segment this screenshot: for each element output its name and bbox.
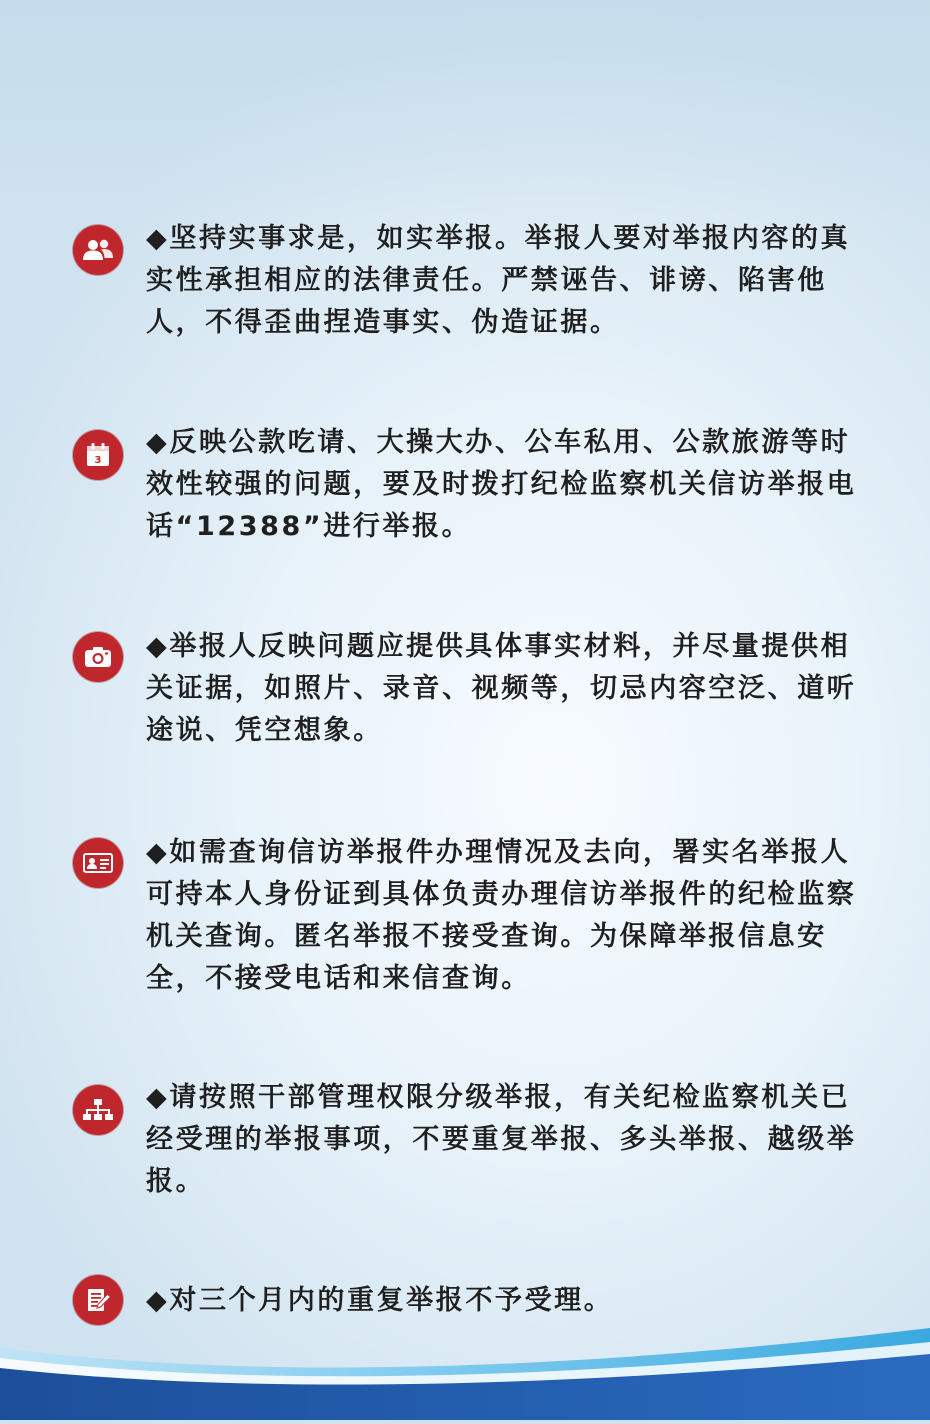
rule-text-6: ◆对三个月内的重复举报不予受理。 xyxy=(146,1285,614,1316)
rule-text-3: ◆举报人反映问题应提供具体事实材料，并尽量提供相关证据，如照片、录音、视频等，切忌内容空泛、道听途说、凭空想象。 xyxy=(146,631,857,746)
calendar-icon xyxy=(73,430,123,480)
people-icon xyxy=(73,225,123,275)
hierarchy-icon xyxy=(73,1085,123,1135)
rule-text-5: ◆请按照干部管理权限分级举报，有关纪检监察机关已经受理的举报事项，不要重复举报、多头举报、越级举报。 xyxy=(146,1082,857,1197)
id-card-icon xyxy=(73,838,123,888)
rule-text-4: ◆如需查询信访举报件办理情况及去向，署实名举报人可持本人身份证到具体负责办理信访举报件的纪检监察机关查询。匿名举报不接受查询。为保障举报信息安全，不接受电话和来信查询。 xyxy=(146,837,857,994)
background-gradient xyxy=(0,0,930,220)
camera-icon xyxy=(73,632,123,682)
rule-text-2: ◆反映公款吃请、大操大办、公车私用、公款旅游等时效性较强的问题，要及时拨打纪检监察机关信访举报电话“12388”进行举报。 xyxy=(146,427,857,542)
svg-text:3: 3 xyxy=(94,455,102,466)
rule-text-1: ◆坚持实事求是，如实举报。举报人要对举报内容的真实性承担相应的法律责任。严禁诬告、诽谤、陷害他人，不得歪曲捏造事实、伪造证据。 xyxy=(146,223,851,338)
footer-wave xyxy=(0,1310,930,1420)
